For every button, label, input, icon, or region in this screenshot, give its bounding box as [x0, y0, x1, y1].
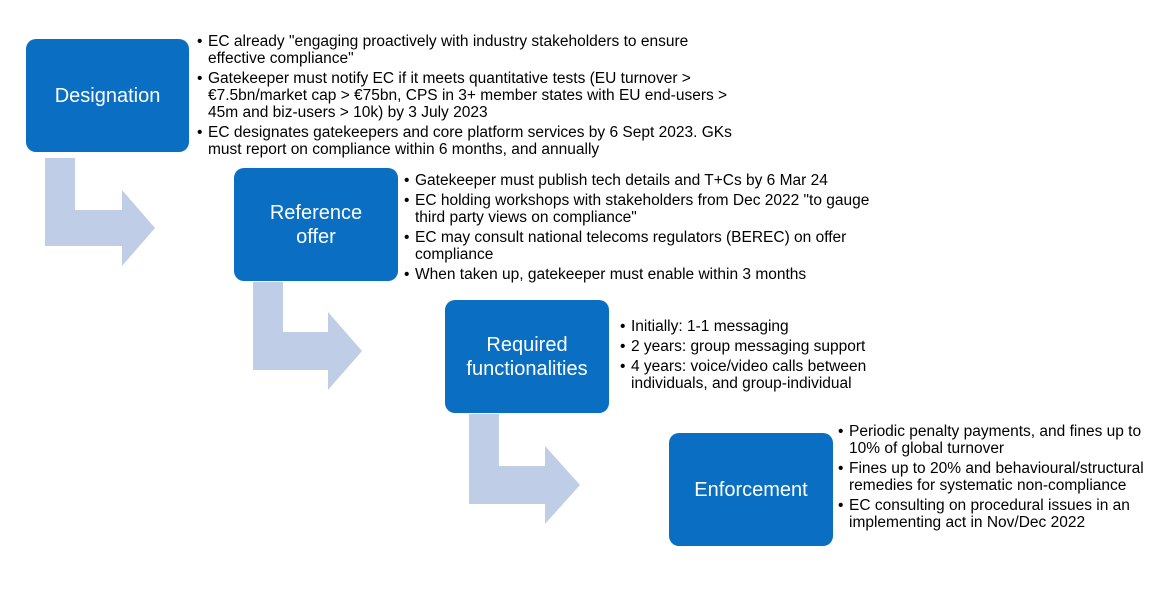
arrow-designation-to-reference — [45, 158, 155, 266]
bullet-item: • EC holding workshops with stakeholders from Dec 2022 "to gauge third party views on compliance" — [404, 192, 880, 226]
bullet-item: • Gatekeeper must publish tech details and T+Cs by 6 Mar 24 — [404, 172, 880, 189]
required-functionalities-bullets — [620, 318, 905, 395]
stage-required-functionalities-box — [445, 300, 609, 413]
bullet-item: • EC may consult national telecoms regulators (BEREC) on offer compliance — [404, 229, 880, 263]
stage-label: Enforcement — [694, 478, 808, 501]
bullet-item: • 2 years: group messaging support — [620, 338, 905, 355]
stage-designation-box — [26, 39, 189, 152]
bullet-item: • 4 years: voice/video calls between individuals, and group-individual — [620, 358, 905, 392]
bullet-item: • Gatekeeper must notify EC if it meets quantitative tests (EU turnover > €7.5bn/market cap > €75bn, CPS in 3+ member states with EU end-users > 45m and biz-users > 10k) by 3 July 2023 — [197, 70, 742, 121]
bullet-item: • Fines up to 20% and behavioural/structural remedies for systematic non-compliance — [838, 460, 1156, 494]
arrow-reference-to-required — [253, 282, 362, 390]
bullet-item: • Initially: 1-1 messaging — [620, 318, 905, 335]
designation-bullets — [197, 33, 742, 161]
reference-offer-bullets — [404, 172, 880, 286]
stage-enforcement-box — [669, 433, 833, 546]
stage-label: Required functionalities — [466, 333, 588, 380]
stage-label: Reference offer — [269, 201, 363, 248]
stage-label: Designation — [54, 84, 161, 107]
bullet-item: • EC designates gatekeepers and core platform services by 6 Sept 2023. GKs must report on compliance within 6 months, and annually — [197, 124, 742, 158]
enforcement-bullets — [838, 423, 1156, 534]
bullet-item: • Periodic penalty payments, and fines up to 10% of global turnover — [838, 423, 1156, 457]
arrow-required-to-enforcement — [469, 414, 580, 524]
bullet-item: • EC consulting on procedural issues in an implementing act in Nov/Dec 2022 — [838, 497, 1156, 531]
stage-reference-offer-box — [234, 168, 398, 281]
bullet-item: • EC already "engaging proactively with industry stakeholders to ensure effective compliance" — [197, 33, 742, 67]
bullet-item: • When taken up, gatekeeper must enable within 3 months — [404, 266, 880, 283]
